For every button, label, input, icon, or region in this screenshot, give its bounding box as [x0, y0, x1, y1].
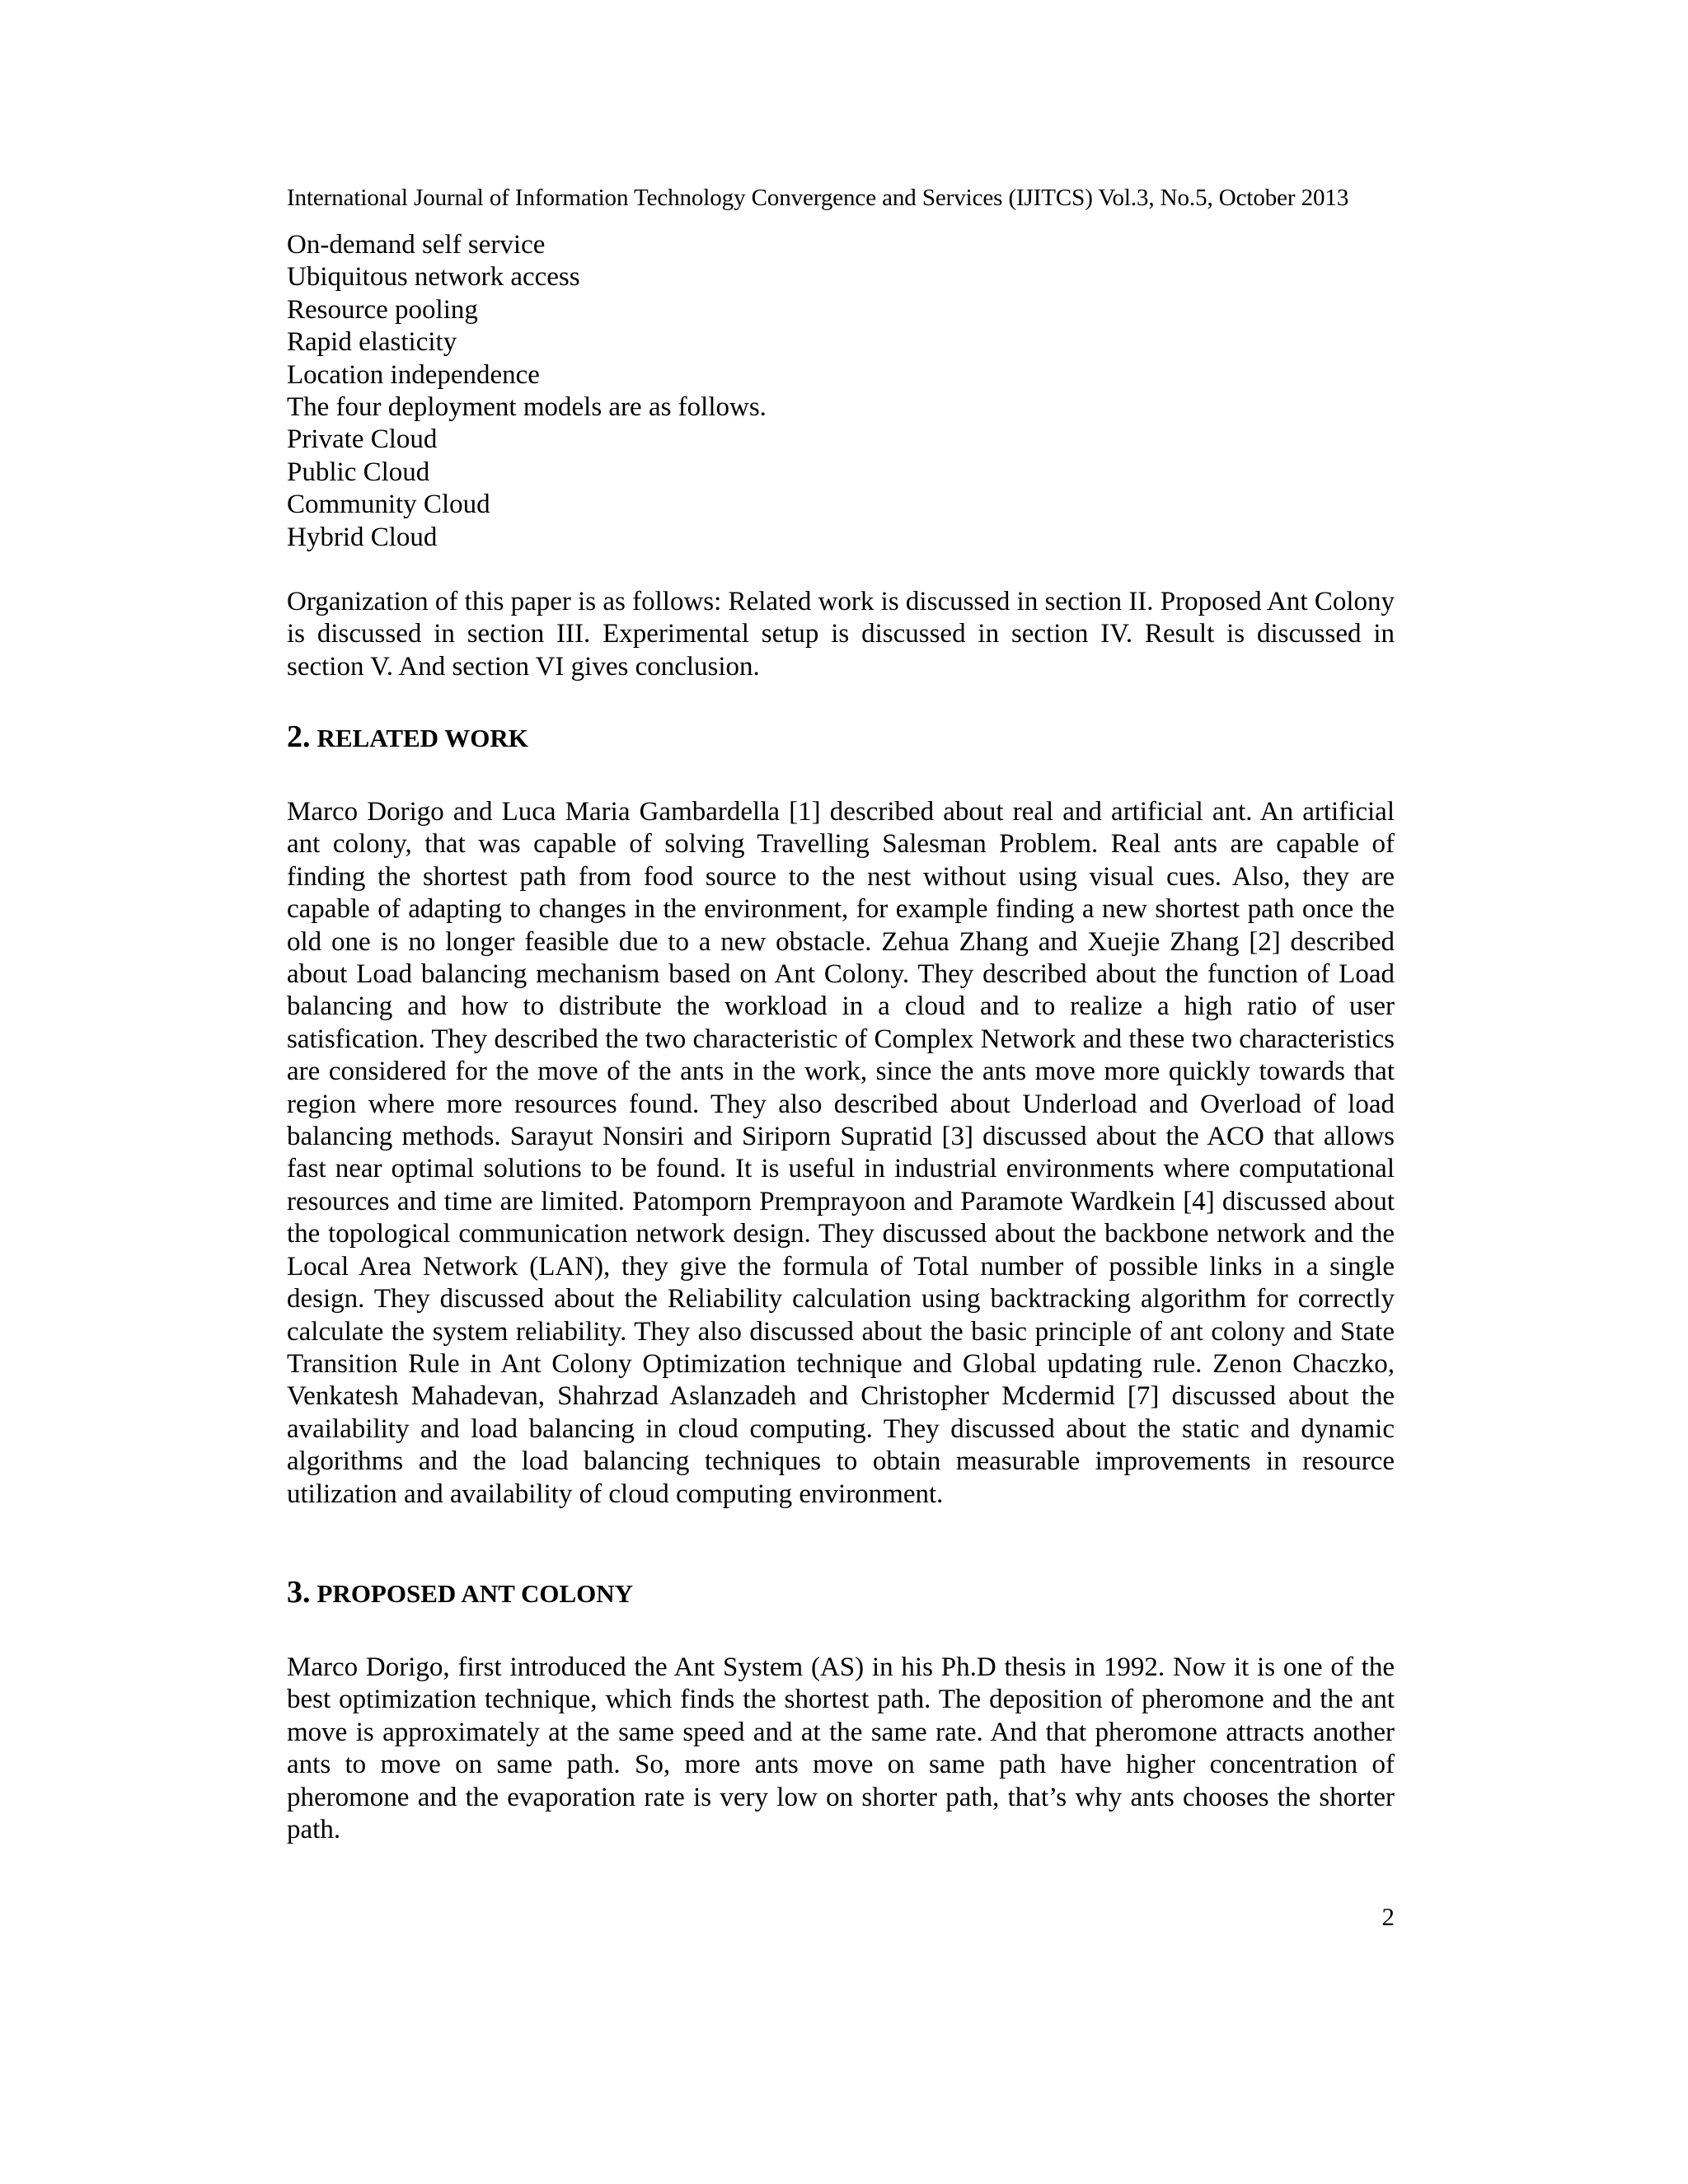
list-item: Resource pooling [287, 294, 478, 325]
section-heading-related-work [287, 719, 1395, 755]
list-item: Community Cloud [287, 490, 490, 520]
related-work-paragraph: Marco Dorigo and Luca Maria Gambardella [1] described about real and artificial ant. An artificial ant colony, that was capable of solving Travelling Salesman Problem. Real ants are capable of finding the shortest path from food source to the nest without using visual cues. Also, they are capable of adapting to changes in the environment, for example finding a new shortest path once the old one is no longer feasible due to a new obstacle. Zehua Zhang and Xuejie Zhang [2] described about Load balancing mechanism based on Ant Colony. They described about the function of Load balancing and how to distribute the workload in a cloud and to realize a high ratio of user satisfication. They described the two characteristic of Complex Network and these two characteristics are considered for the move of the ants in the work, since the ants move more quickly towards that region where more resources found. They also described about Underload and Overload of load balancing methods. Sarayut Nonsiri and Siriporn Supratid [3] discussed about the ACO that allows fast near optimal solutions to be found. It is useful in industrial environments where computational resources and time are limited. Patomporn Premprayoon and Paramote Wardkein [4] discussed about the topological communication network design. They discussed about the backbone network and the Local Area Network (LAN), they give the formula of Total number of possible links in a single design. They discussed about the Reliability calculation using backtracking algorithm for correctly calculate the system reliability. They also discussed about the basic principle of ant colony and State Transition Rule in Ant Colony Optimization technique and Global updating rule. Zenon Chaczko, Venkatesh Mahadevan, Shahrzad Aslanzadeh and Christopher Mcdermid [7] discussed about the availability and load balancing in cloud computing. They discussed about the static and dynamic algorithms and the load balancing techniques to obtain measurable improvements in resource utilization and availability of cloud computing environment. [287, 797, 1395, 1509]
characteristics-list [287, 229, 1395, 554]
section-number: 3. [287, 1575, 311, 1610]
organization-paragraph: Organization of this paper is as follows: Related work is discussed in section II. Proposed Ant Colony is discussed in section III. Experimental setup is discussed in section IV. Result is discussed in section V. And section VI gives conclusion. [287, 587, 1395, 682]
list-item: Rapid elasticity [287, 327, 457, 358]
running-header: International Journal of Information Technology Convergence and Services (IJITCS) Vol.3, No.5, October 2013 [287, 185, 1349, 211]
section-heading-proposed-ant-colony [287, 1574, 1395, 1610]
page-number: 2 [1381, 1902, 1395, 1931]
list-item: The four deployment models are as follows. [287, 392, 767, 423]
list-item: Location independence [287, 359, 540, 390]
list-item: Ubiquitous network access [287, 262, 580, 293]
section-title: RELATED WORK [316, 724, 528, 752]
paper-page [287, 0, 1395, 2184]
list-item: Public Cloud [287, 457, 430, 487]
section-title: PROPOSED ANT COLONY [316, 1579, 634, 1608]
list-item: Hybrid Cloud [287, 522, 438, 552]
list-item: On-demand self service [287, 230, 546, 260]
section-number: 2. [287, 719, 311, 754]
proposed-ant-colony-paragraph: Marco Dorigo, first introduced the Ant System (AS) in his Ph.D thesis in 1992. Now it is one of the best optimization technique, which finds the shortest path. The deposition of pheromone and the ant move is approximately at the same speed and at the same rate. And that pheromone attracts another ants to move on same path. So, more ants move on same path have higher concentration of pheromone and the evaporation rate is very low on shorter path, that’s why ants chooses the shorter path. [287, 1652, 1395, 1845]
list-item: Private Cloud [287, 424, 438, 455]
